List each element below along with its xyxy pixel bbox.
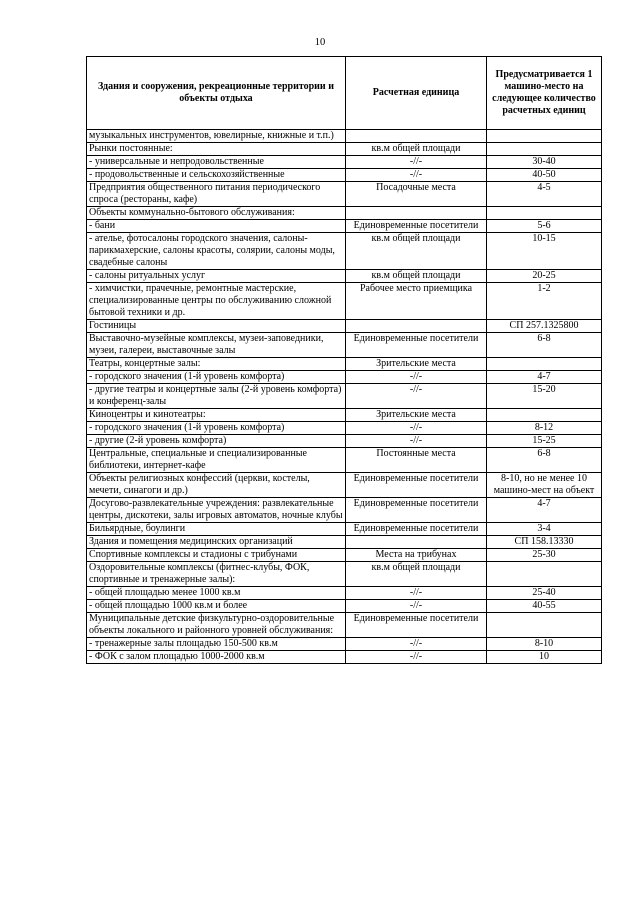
row-unit-cell: -//- — [346, 371, 487, 384]
table-body — [87, 130, 602, 664]
row-unit-cell: кв.м общей площади — [346, 562, 487, 587]
row-value-cell: 20-25 — [487, 270, 602, 283]
row-unit-cell — [346, 320, 487, 333]
row-unit-cell: Единовременные посетители — [346, 498, 487, 523]
row-object-cell: - химчистки, прачечные, ремонтные мастерские, специализированные центры по обслуживанию сложной бытовой техники и др. — [87, 283, 346, 320]
row-object-cell: - бани — [87, 220, 346, 233]
table-row — [87, 320, 602, 333]
row-value-cell: 10-15 — [487, 233, 602, 270]
row-unit-cell: Единовременные посетители — [346, 333, 487, 358]
row-unit-cell — [346, 536, 487, 549]
row-object-cell: Гостиницы — [87, 320, 346, 333]
row-object-cell: - другие театры и концертные залы (2-й уровень комфорта) и конференц-залы — [87, 384, 346, 409]
row-object-cell: Выставочно-музейные комплексы, музеи-заповедники, музеи, галереи, выставочные залы — [87, 333, 346, 358]
row-unit-cell — [346, 130, 487, 143]
row-object-cell: - общей площадью 1000 кв.м и более — [87, 600, 346, 613]
table-row — [87, 371, 602, 384]
row-unit-cell: кв.м общей площади — [346, 270, 487, 283]
row-value-cell: СП 158.13330 — [487, 536, 602, 549]
row-object-cell: - ФОК с залом площадью 1000-2000 кв.м — [87, 651, 346, 664]
row-unit-cell: -//- — [346, 638, 487, 651]
row-value-cell: 30-40 — [487, 156, 602, 169]
table-row — [87, 384, 602, 409]
row-unit-cell: Рабочее место приемщика — [346, 283, 487, 320]
row-value-cell — [487, 409, 602, 422]
parking-norms-table — [86, 56, 602, 664]
row-unit-cell: Единовременные посетители — [346, 613, 487, 638]
row-value-cell — [487, 130, 602, 143]
row-value-cell: 4-5 — [487, 182, 602, 207]
table-row — [87, 498, 602, 523]
row-value-cell: 10 — [487, 651, 602, 664]
table-row — [87, 435, 602, 448]
row-object-cell: Театры, концертные залы: — [87, 358, 346, 371]
row-value-cell: 40-50 — [487, 169, 602, 182]
table-row — [87, 207, 602, 220]
page-number: 10 — [314, 37, 326, 48]
row-object-cell: - городского значения (1-й уровень комфорта) — [87, 371, 346, 384]
row-object-cell: Досугово-развлекательные учреждения: развлекательные центры, дискотеки, залы игровых автоматов, ночные клубы — [87, 498, 346, 523]
row-value-cell: 8-10 — [487, 638, 602, 651]
row-unit-cell: кв.м общей площади — [346, 143, 487, 156]
row-object-cell: - городского значения (1-й уровень комфорта) — [87, 422, 346, 435]
row-object-cell: Здания и помещения медицинских организаций — [87, 536, 346, 549]
row-value-cell — [487, 143, 602, 156]
table-row — [87, 283, 602, 320]
row-unit-cell: Места на трибунах — [346, 549, 487, 562]
row-object-cell: - общей площадью менее 1000 кв.м — [87, 587, 346, 600]
table-row — [87, 600, 602, 613]
header-unit: Расчетная единица — [346, 57, 487, 130]
table-row — [87, 523, 602, 536]
row-unit-cell: кв.м общей площади — [346, 233, 487, 270]
row-value-cell — [487, 358, 602, 371]
row-value-cell: 40-55 — [487, 600, 602, 613]
row-value-cell: 1-2 — [487, 283, 602, 320]
table-row — [87, 638, 602, 651]
table-row — [87, 358, 602, 371]
row-unit-cell: -//- — [346, 651, 487, 664]
row-object-cell: Объекты коммунально-бытового обслуживания: — [87, 207, 346, 220]
row-value-cell: 25-40 — [487, 587, 602, 600]
row-value-cell — [487, 613, 602, 638]
row-value-cell: 5-6 — [487, 220, 602, 233]
row-object-cell: - ателье, фотосалоны городского значения, салоны-парикмахерские, салоны красоты, солярии, салоны моды, свадебные салоны — [87, 233, 346, 270]
table-row — [87, 549, 602, 562]
row-value-cell: 6-8 — [487, 333, 602, 358]
row-object-cell: - другие (2-й уровень комфорта) — [87, 435, 346, 448]
table-row — [87, 270, 602, 283]
table-row — [87, 587, 602, 600]
row-object-cell: Спортивные комплексы и стадионы с трибунами — [87, 549, 346, 562]
row-object-cell: - тренажерные залы площадью 150-500 кв.м — [87, 638, 346, 651]
row-unit-cell: -//- — [346, 600, 487, 613]
table-header-row — [87, 57, 602, 130]
row-value-cell: 4-7 — [487, 498, 602, 523]
row-unit-cell — [346, 207, 487, 220]
row-value-cell: 15-20 — [487, 384, 602, 409]
row-value-cell — [487, 562, 602, 587]
row-unit-cell: Единовременные посетители — [346, 220, 487, 233]
table-row — [87, 651, 602, 664]
row-unit-cell: Единовременные посетители — [346, 473, 487, 498]
row-unit-cell: -//- — [346, 435, 487, 448]
row-value-cell: 15-25 — [487, 435, 602, 448]
table-row — [87, 143, 602, 156]
row-object-cell: Рынки постоянные: — [87, 143, 346, 156]
table-row — [87, 233, 602, 270]
row-unit-cell: Зрительские места — [346, 358, 487, 371]
row-object-cell: Киноцентры и кинотеатры: — [87, 409, 346, 422]
row-value-cell: 25-30 — [487, 549, 602, 562]
table-row — [87, 169, 602, 182]
table-row — [87, 448, 602, 473]
row-unit-cell: -//- — [346, 384, 487, 409]
table-row — [87, 409, 602, 422]
row-object-cell: музыкальных инструментов, ювелирные, книжные и т.п.) — [87, 130, 346, 143]
row-value-cell: 8-10, но не менее 10 машино-мест на объект — [487, 473, 602, 498]
row-unit-cell: -//- — [346, 422, 487, 435]
row-value-cell: 6-8 — [487, 448, 602, 473]
row-unit-cell: -//- — [346, 169, 487, 182]
row-unit-cell: Постоянные места — [346, 448, 487, 473]
row-value-cell: 8-12 — [487, 422, 602, 435]
row-object-cell: Оздоровительные комплексы (фитнес-клубы, ФОК, спортивные и тренажерные залы): — [87, 562, 346, 587]
table-row — [87, 333, 602, 358]
row-object-cell: - салоны ритуальных услуг — [87, 270, 346, 283]
table-row — [87, 156, 602, 169]
table-row — [87, 613, 602, 638]
table-row — [87, 422, 602, 435]
header-value: Предусматривается 1 машино-место на следующее количество расчетных единиц — [487, 57, 602, 130]
row-value-cell: 3-4 — [487, 523, 602, 536]
row-object-cell: Объекты религиозных конфессий (церкви, костелы, мечети, синагоги и др.) — [87, 473, 346, 498]
row-value-cell: 4-7 — [487, 371, 602, 384]
row-object-cell: Муниципальные детские физкультурно-оздоровительные объекты локального и районного уровней обслуживания: — [87, 613, 346, 638]
header-object: Здания и сооружения, рекреационные территории и объекты отдыха — [87, 57, 346, 130]
table-row — [87, 562, 602, 587]
row-object-cell: - продовольственные и сельскохозяйственные — [87, 169, 346, 182]
row-unit-cell: Единовременные посетители — [346, 523, 487, 536]
table-row — [87, 220, 602, 233]
row-object-cell: Предприятия общественного питания периодического спроса (рестораны, кафе) — [87, 182, 346, 207]
row-unit-cell: Посадочные места — [346, 182, 487, 207]
row-value-cell: СП 257.1325800 — [487, 320, 602, 333]
row-value-cell — [487, 207, 602, 220]
table-row — [87, 473, 602, 498]
row-unit-cell: -//- — [346, 156, 487, 169]
table-row — [87, 182, 602, 207]
row-unit-cell: -//- — [346, 587, 487, 600]
row-object-cell: Бильярдные, боулинги — [87, 523, 346, 536]
table-row — [87, 130, 602, 143]
row-unit-cell: Зрительские места — [346, 409, 487, 422]
table-row — [87, 536, 602, 549]
row-object-cell: Центральные, специальные и специализированные библиотеки, интернет-кафе — [87, 448, 346, 473]
row-object-cell: - универсальные и непродовольственные — [87, 156, 346, 169]
